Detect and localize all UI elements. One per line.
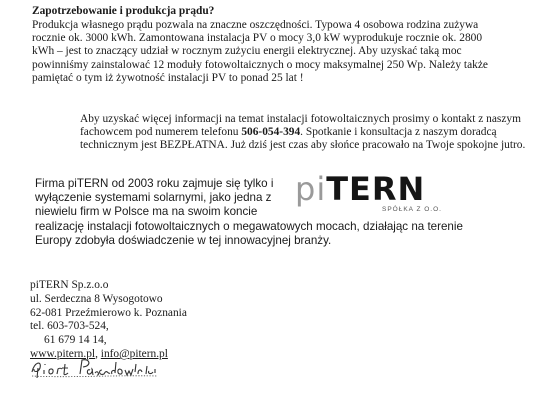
paragraph-line: Aby uzyskać więcej informacji na temat instalacji fotowoltaicznych prosimy o kontakt z naszym <box>80 113 521 125</box>
address-block <box>30 279 187 362</box>
logo-text <box>295 170 425 208</box>
paragraph-line: Europy zdobyła doświadczenie w tej innowacyjnej branży. <box>35 233 332 247</box>
paragraph-line: Produkcja własnego prądu pozwala na znaczne oszczędności. Typowa 4 osobowa rodzina zużywa <box>32 19 479 31</box>
pitern-logo <box>295 170 425 210</box>
logo-subtitle: SPÓŁKA Z O.O. <box>382 206 442 213</box>
logo-pi: pi <box>295 170 327 208</box>
paragraph-line <box>80 126 498 139</box>
city-address: 62-081 Przeźmierowo k. Poznania <box>30 306 187 319</box>
paragraph-line: Firma piTERN od 2003 roku zajmuje się tylko i <box>35 177 274 190</box>
paragraph-line: powinniśmy zainstalować 12 moduły fotowoltaicznych o mocy maksymalnej 250 Wp. Należy także <box>32 58 488 71</box>
contact-paragraph <box>80 113 526 153</box>
handwritten-signature <box>28 354 188 384</box>
phone-line-2: 61 679 14 14, <box>44 334 107 347</box>
paragraph-text: fachowcem pod numerem telefonu <box>80 126 242 139</box>
company-name: piTERN Sp.z.o.o <box>30 279 109 291</box>
logo-tern: TERN <box>326 170 425 208</box>
production-paragraph <box>32 19 498 85</box>
email-link[interactable]: info@pitern.pl <box>100 347 168 360</box>
paragraph-line: kWh – jest to znaczący udział w rocznym zużyciu energii elektrycznej. Aby uzyskać taką moc <box>32 45 462 58</box>
separator: , <box>95 347 98 360</box>
paragraph-line: niewielu firm w Polsce ma na swoim koncie <box>35 205 258 219</box>
paragraph-text: . Spotkanie i konsultacja z naszym doradcą <box>300 126 497 139</box>
section-heading: Zapotrzebowanie i produkcja prądu? <box>32 5 215 17</box>
website-link[interactable]: www.pitern.pl <box>30 347 96 360</box>
street-address: ul. Serdeczna 8 Wysogotowo <box>30 292 163 305</box>
phone-line: tel. 603-703-524, <box>30 320 109 333</box>
paragraph-line: pamiętać o tym iż żywotność instalacji PV to ponad 25 lat ! <box>32 71 304 84</box>
paragraph-line: rocznie ok. 3000 kWh. Zamontowana instalacja PV o mocy 3,0 kW wyprodukuje rocznie ok. 2800 <box>32 32 483 45</box>
paragraph-line: realizację instalacji fotowoltaicznych o megawatowych mocach, działając na terenie <box>35 219 463 233</box>
paragraph-line: wyłączenie systemami solarnymi, jako jedna z <box>35 191 272 205</box>
phone-number: 506-054-394 <box>241 126 301 139</box>
paragraph-line: technicznym jest BEZPŁATNA. Już dziś jest czas aby słońce pracowało na Twoje spokojne jutro. <box>80 139 526 152</box>
